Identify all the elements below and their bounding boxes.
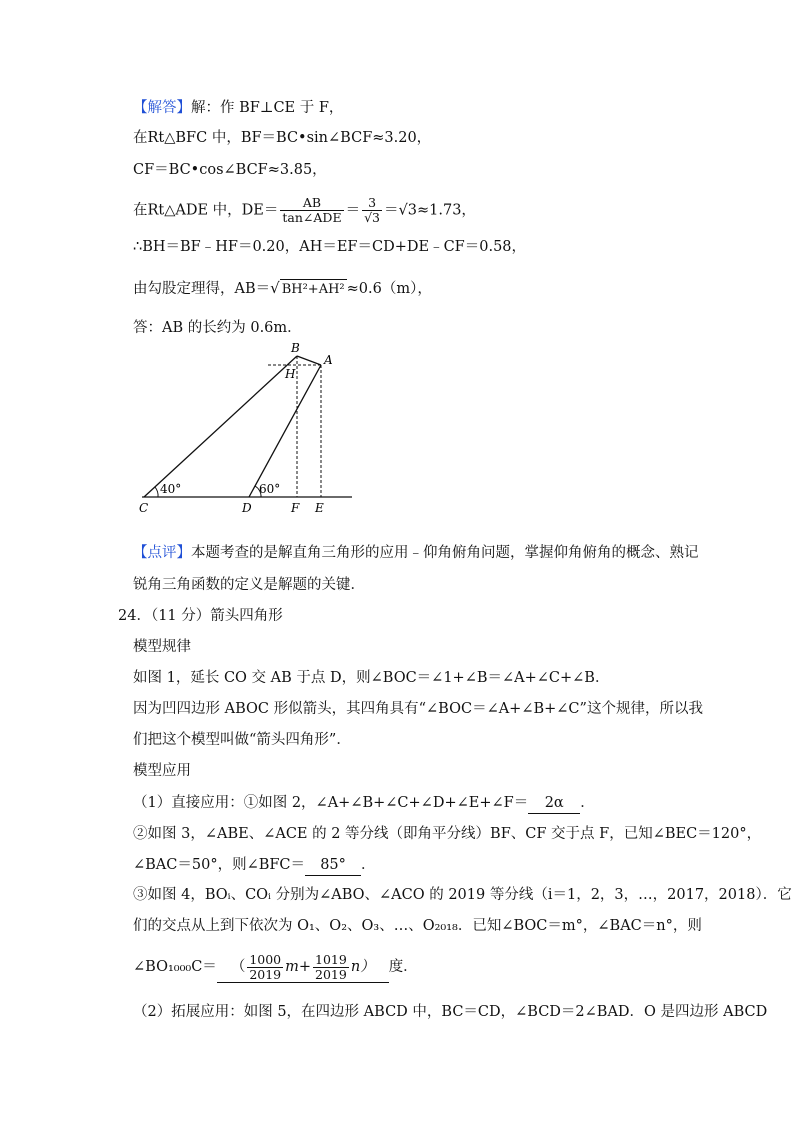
q24-apply-2-suffix: ． xyxy=(361,857,376,873)
answer-blank-3 xyxy=(217,952,389,983)
q24-heading-apply: 模型应用 xyxy=(133,763,191,779)
comment-text-1: 本题考查的是解直角三角形的应用﹣仰角俯角问题，掌握仰角俯角的概念、熟记 xyxy=(191,545,699,561)
q24-apply-3-line-2: 们的交点从上到下依次为 O₁、O₂、O₃、…、O₂₀₁₈．已知∠BOC＝m°，∠BAC＝n°，则 xyxy=(133,918,702,934)
solution-line-4-suffix: ＝√3≈1.73， xyxy=(384,202,476,219)
q24-apply-1-suffix: ． xyxy=(580,795,595,811)
q24-apply-3-prefix: ∠BO₁₀₀₀C＝ xyxy=(133,959,217,975)
fraction-ab-tan xyxy=(280,196,343,225)
q24-apply-1 xyxy=(133,793,595,814)
angle-c-label: 40° xyxy=(160,482,182,496)
q24-title: 24．（11 分）箭头四角形 xyxy=(118,608,283,624)
q24-apply-1-prefix: （1）直接应用：①如图 2，∠A+∠B+∠C+∠D+∠E+∠F＝ xyxy=(133,795,529,811)
segment-cb xyxy=(144,356,297,497)
answer-blank-2: 85° xyxy=(305,855,361,876)
q24-apply-3-suffix: 度． xyxy=(388,959,418,975)
q24-heading-model: 模型规律 xyxy=(133,639,191,655)
geometry-figure xyxy=(130,340,370,520)
solution-line-2: 在Rt△BFC 中，BF＝BC•sin∠BCF≈3.20， xyxy=(133,130,432,146)
label-a: A xyxy=(324,353,333,367)
comment-line-2: 锐角三角函数的定义是解题的关键． xyxy=(133,577,365,593)
solution-line-6-suffix: ≈0.6（m）， xyxy=(346,281,432,297)
q24-paragraph-2: 因为凹四边形 ABOC 形似箭头，其四角具有“∠BOC＝∠A+∠B+∠C”这个规律，所以我 xyxy=(133,701,703,717)
sqrt-sign: √ xyxy=(270,279,280,297)
fraction-numerator: 3 xyxy=(362,196,382,211)
comment-line-1 xyxy=(133,543,699,563)
paren-open: （ xyxy=(230,959,246,975)
label-d: D xyxy=(242,501,252,515)
q24-paragraph-1: 如图 1，延长 CO 交 AB 于点 D，则∠BOC＝∠1+∠B＝∠A+∠C+∠B． xyxy=(133,670,610,686)
solution-text-1: 解：作 BF⊥CE 于 F， xyxy=(191,100,344,116)
q24-apply-2-line-1: ②如图 3，∠ABE、∠ACE 的 2 等分线（即角平分线）BF、CF 交于点 F，已知∠BEC＝120°， xyxy=(133,826,762,842)
fraction-1000-2019 xyxy=(247,953,283,982)
sqrt-radicand: BH²+AH² xyxy=(280,279,347,300)
label-e: E xyxy=(315,501,324,515)
q24-extend-line-1: （2）拓展应用：如图 5，在四边形 ABCD 中，BC＝CD，∠BCD＝2∠BAD．O 是四边形 ABCD xyxy=(133,1004,768,1020)
fraction-denominator: tan∠ADE xyxy=(282,210,342,225)
q24-apply-3-line-1: ③如图 4，BOᵢ、COᵢ 分别为∠ABO、∠ACO 的 2019 等分线（i＝1，2，3，…，2017，2018）．它 xyxy=(133,887,792,903)
answer-blank-1: 2α xyxy=(528,793,580,814)
q24-apply-2-line-2 xyxy=(133,855,376,876)
segment-da xyxy=(249,365,321,497)
solution-line-6 xyxy=(133,278,432,300)
label-f: F xyxy=(291,501,300,515)
fraction-numerator: AB xyxy=(280,196,343,211)
fraction-denominator: 2019 xyxy=(249,966,282,982)
label-h: H xyxy=(285,367,296,381)
solution-line-1 xyxy=(133,98,343,118)
solution-line-3: CF＝BC•cos∠BCF≈3.85， xyxy=(133,162,327,178)
fraction-numerator: 1000 xyxy=(249,951,282,967)
segment-ba xyxy=(297,356,321,365)
solution-line-6-prefix: 由勾股定理得，AB＝ xyxy=(133,281,271,297)
angle-arc-c xyxy=(155,487,158,497)
fraction-numerator: 1019 xyxy=(315,951,347,967)
term-n-close: n） xyxy=(350,959,375,975)
fraction-denominator: √3 xyxy=(364,210,381,225)
solution-line-5: ∴BH＝BF﹣HF＝0.20，AH＝EF＝CD+DE﹣CF＝0.58， xyxy=(133,239,527,255)
fraction-1019-2019 xyxy=(313,953,349,982)
fraction-denominator: 2019 xyxy=(315,966,347,982)
solution-line-4 xyxy=(133,196,476,225)
solution-tag: 【解答】 xyxy=(133,100,191,116)
equals-sign: ＝ xyxy=(345,202,361,219)
comment-tag: 【点评】 xyxy=(133,545,191,561)
q24-paragraph-3: 们把这个模型叫做“箭头四角形”． xyxy=(133,732,351,748)
angle-d-label: 60° xyxy=(259,482,281,496)
solution-line-4-prefix: 在Rt△ADE 中，DE＝ xyxy=(133,202,279,219)
term-m-plus: m+ xyxy=(285,959,312,975)
fraction-3-sqrt3 xyxy=(362,196,382,225)
label-c: C xyxy=(139,501,149,515)
solution-answer: 答：AB 的长约为 0.6m． xyxy=(133,320,302,336)
q24-apply-3-line-3 xyxy=(133,952,418,983)
q24-apply-2-prefix: ∠BAC＝50°，则∠BFC＝ xyxy=(133,857,306,873)
label-b: B xyxy=(291,341,300,355)
